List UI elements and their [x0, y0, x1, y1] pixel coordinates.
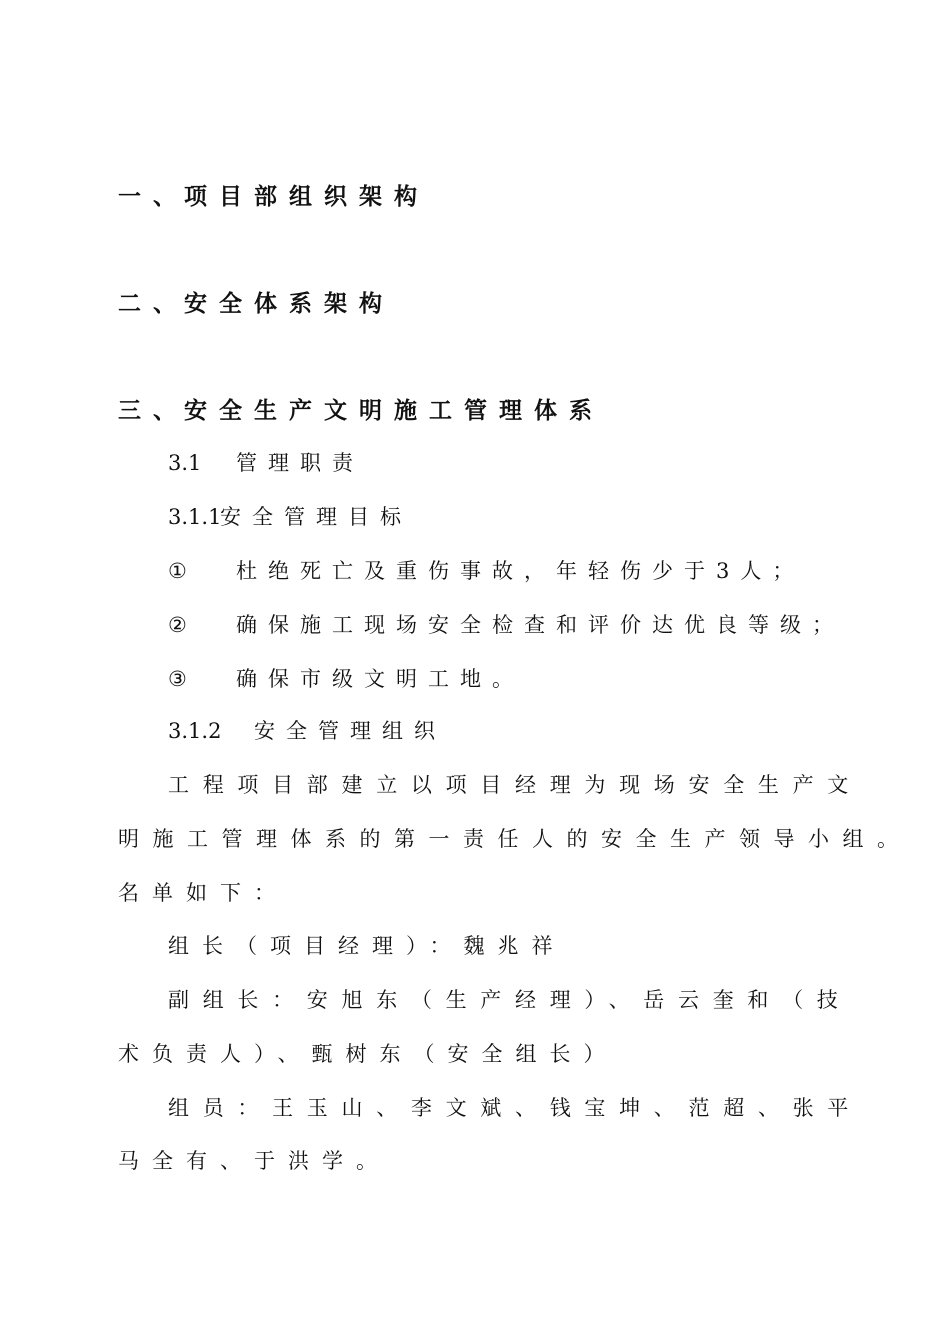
goal-text: 确保市级文明工地。 — [236, 667, 524, 691]
paragraph-line: 明施工管理体系的第一责任人的安全生产领导小组。 — [118, 827, 912, 851]
section-title: 安全管理组织 — [254, 719, 446, 743]
section-number: 3.1.1 — [168, 505, 222, 529]
goal-item — [168, 556, 804, 586]
paragraph-line: 名单如下： — [118, 881, 288, 905]
section-title: 安全管理目标 — [220, 505, 412, 529]
heading-number: 二、 — [118, 291, 188, 317]
section-title: 管理职责 — [236, 451, 364, 475]
section-number: 3.1.2 — [168, 719, 222, 743]
goal-marker: ① — [168, 559, 187, 583]
goal-item — [168, 610, 844, 640]
heading-text: 安全生产文明施工管理体系 — [184, 398, 604, 424]
heading-number: 三、 — [118, 398, 188, 424]
goal-text: 确保施工现场安全检查和评价达优良等级； — [236, 613, 844, 637]
goal-text: 杜绝死亡及重伤事故，年轻伤少于3人； — [236, 559, 805, 583]
heading-text: 项目部组织架构 — [184, 184, 429, 210]
heading-safety-structure — [118, 289, 394, 319]
heading-text: 安全体系架构 — [184, 291, 394, 317]
member-line: 马全有、于洪学。 — [118, 1149, 390, 1173]
goal-marker: ③ — [168, 667, 187, 691]
goal-marker: ② — [168, 613, 187, 637]
section-3-1 — [168, 448, 364, 478]
heading-safety-management-system — [118, 396, 604, 426]
deputy-line: 术负责人）、甄树东（安全组长） — [118, 1042, 618, 1066]
deputy-line: 副组长：安旭东（生产经理）、岳云奎和（技 — [168, 988, 852, 1012]
heading-org-structure — [118, 182, 429, 212]
paragraph-line: 工程项目部建立以项目经理为现场安全生产文 — [168, 773, 862, 797]
section-number: 3.1 — [168, 451, 202, 475]
member-line: 组员：王玉山、李文斌、钱宝坤、范超、张平 — [168, 1096, 862, 1120]
goal-item — [168, 664, 524, 694]
section-3-1-1 — [168, 502, 412, 532]
section-3-1-2 — [168, 716, 446, 746]
heading-number: 一、 — [118, 184, 188, 210]
leader-line: 组长（项目经理）：魏兆祥 — [168, 934, 566, 958]
